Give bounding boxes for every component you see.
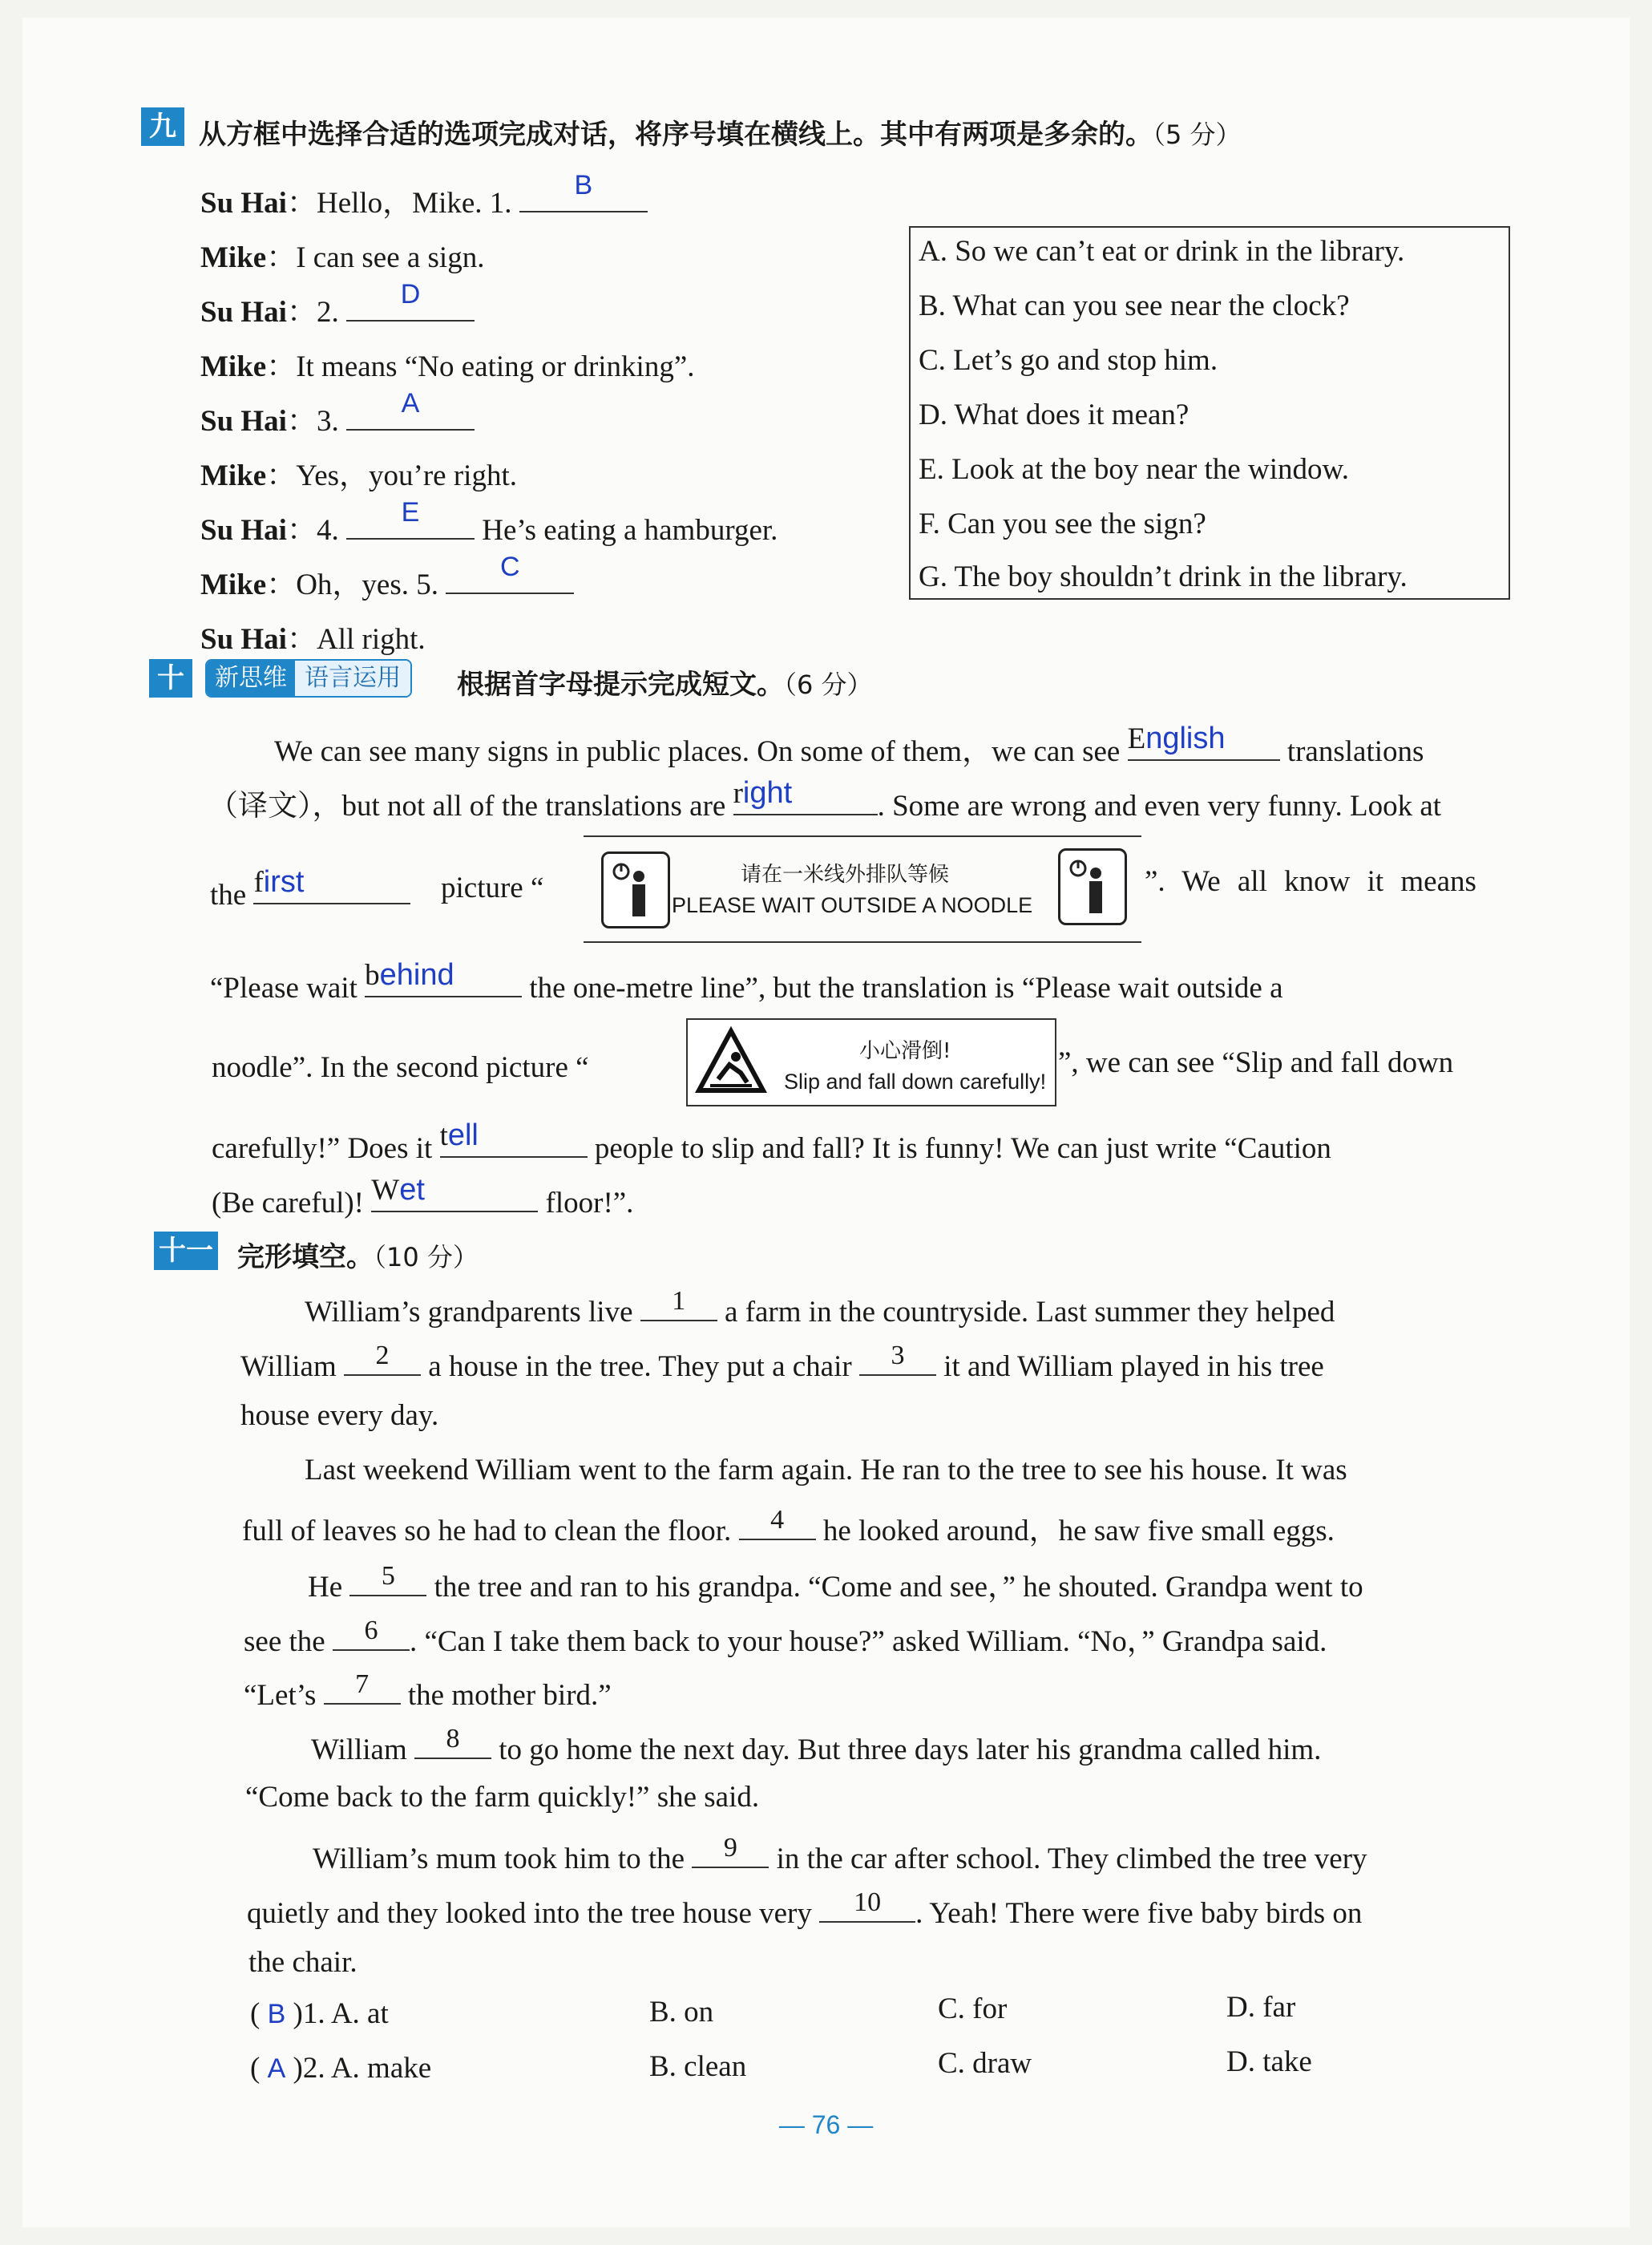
dialogue-line-7: Su Hai：4. E He’s eating a hamburger. — [200, 497, 778, 547]
question-1-option-c[interactable]: C. for — [938, 1992, 1008, 2025]
cloze-line-1: William’s grandparents live 1 a farm in the countryside. Last summer they helped — [305, 1286, 1335, 1329]
option-a: A. So we can’t eat or drink in the library. — [919, 235, 1405, 268]
cloze-line-6: He 5 the tree and ran to his grandpa. “Come and see，” he shouted. Grandpa went to — [308, 1561, 1363, 1604]
answer-blank-2[interactable]: D — [346, 288, 475, 322]
dialogue-line-2: Mike：I can see a sign. — [200, 241, 485, 274]
question-1-bracket: ( B )1. A. at — [250, 1997, 389, 2030]
cloze-blank-1[interactable]: 1 — [640, 1288, 717, 1321]
cloze-line-10: “Come back to the farm quickly!” she said. — [245, 1781, 760, 1814]
section10-title: 根据首字母提示完成短文。（6 分） — [457, 669, 873, 701]
sign2-english: Slip and fall down carefully! — [784, 1070, 1047, 1094]
cloze-line-3: house every day. — [240, 1399, 439, 1432]
section10-tag: 新思维 语言运用 — [205, 659, 412, 698]
section10-number: 十 — [149, 659, 192, 698]
passage-line-2: （译文），but not all of the translations are right . Some are wrong and even very funny. Look at — [208, 776, 1442, 823]
answer-blank-4[interactable]: E — [346, 506, 475, 540]
cloze-line-7: see the 6 . “Can I take them back to your house?” asked William. “No，” Grandpa said. — [244, 1616, 1327, 1658]
dialogue-line-1: Su Hai：Hello，Mike. 1. B — [200, 178, 648, 221]
question-2-option-b[interactable]: B. clean — [649, 2050, 747, 2083]
section11-number: 十一 — [154, 1232, 218, 1270]
question-2-option-c[interactable]: C. draw — [938, 2047, 1032, 2080]
cloze-line-9: William 8 to go home the next day. But three days later his grandma called him. — [311, 1724, 1322, 1766]
answer-blank-1[interactable]: B — [519, 179, 648, 212]
option-e: E. Look at the boy near the window. — [919, 453, 1350, 486]
cloze-line-5: full of leaves so he had to clean the floor. 4 he looked around，he saw five small eggs. — [242, 1505, 1335, 1547]
passage-blank-5[interactable]: tell — [440, 1124, 588, 1158]
passage-line-3c: ”. We all know it means — [1145, 865, 1476, 898]
sign1-english: PLEASE WAIT OUTSIDE A NOODLE — [672, 893, 1033, 917]
page-number: — 76 — — [778, 2110, 874, 2139]
passage-line-3a: the first — [210, 871, 410, 912]
dialogue-line-5: Su Hai：3. A — [200, 396, 475, 439]
person-queue-icon — [1058, 848, 1127, 925]
cloze-blank-6[interactable]: 6 — [333, 1617, 410, 1651]
section9-title: 从方框中选择合适的选项完成对话，将序号填在横线上。其中有两项是多余的。（5 分） — [199, 119, 1242, 151]
passage-blank-1[interactable]: English — [1128, 727, 1280, 761]
passage-line-6: carefully!” Does it tell people to slip and fall? It is funny! We can just write “Caution — [212, 1118, 1331, 1165]
passage-line-4: “Please wait behind the one-metre line”, but the translation is “Please wait outside a — [210, 958, 1283, 1005]
dialogue-line-8: Mike：Oh，yes. 5. C — [200, 560, 574, 603]
dialogue-line-6: Mike：Yes，you’re right. — [200, 459, 517, 492]
option-f: F. Can you see the sign? — [919, 508, 1206, 540]
workbook-page — [22, 18, 1630, 2227]
question-2-answer[interactable]: A — [267, 2053, 286, 2084]
question-1-option-b[interactable]: B. on — [649, 1996, 714, 2029]
caution-slip-icon — [694, 1026, 768, 1101]
cloze-line-4: Last weekend William went to the farm again. He ran to the tree to see his house. It was — [305, 1454, 1347, 1487]
question-2-option-d[interactable]: D. take — [1226, 2045, 1312, 2078]
person-queue-icon — [601, 851, 670, 928]
cloze-line-11: William’s mum took him to the 9 in the car after school. They climbed the tree very — [313, 1833, 1367, 1875]
cloze-line-13: the chair. — [248, 1946, 357, 1979]
cloze-blank-4[interactable]: 4 — [739, 1507, 816, 1540]
option-c: C. Let’s go and stop him. — [919, 344, 1218, 377]
dialogue-line-4: Mike：It means “No eating or drinking”. — [200, 350, 695, 383]
option-b: B. What can you see near the clock? — [919, 289, 1350, 322]
cloze-line-2: William 2 a house in the tree. They put a chair 3 it and William played in his tree — [240, 1341, 1324, 1383]
passage-blank-2[interactable]: right — [733, 782, 878, 815]
question-1-option-d[interactable]: D. far — [1226, 1991, 1296, 2024]
section9-number: 九 — [141, 107, 184, 146]
passage-line-5a: noodle”. In the second picture “ — [212, 1051, 589, 1084]
passage-blank-3[interactable]: first — [253, 871, 410, 904]
dialogue-line-9: Su Hai：All right. — [200, 623, 426, 656]
passage-blank-6[interactable]: Wet — [371, 1179, 538, 1212]
cloze-line-8: “Let’s 7 the mother bird.” — [244, 1669, 612, 1712]
dialogue-line-3: Su Hai：2. D — [200, 287, 475, 330]
question-2-bracket: ( A )2. A. make — [250, 2052, 432, 2085]
sign-slip-picture — [686, 1018, 1056, 1106]
cloze-line-12: quietly and they looked into the tree house very 10 . Yeah! There were five baby birds on — [247, 1887, 1363, 1930]
cloze-blank-7[interactable]: 7 — [324, 1671, 401, 1705]
passage-blank-4[interactable]: behind — [365, 964, 522, 997]
passage-line-5b: ”, we can see “Slip and fall down — [1058, 1046, 1454, 1079]
passage-line-3b: picture “ — [441, 872, 544, 904]
section11-title: 完形填空。（10 分） — [237, 1241, 479, 1273]
cloze-blank-5[interactable]: 5 — [349, 1563, 426, 1596]
cloze-blank-3[interactable]: 3 — [859, 1342, 936, 1376]
passage-line-7: (Be careful)! Wet floor!”. — [212, 1173, 634, 1220]
sign1-chinese: 请在一米线外排队等候 — [741, 863, 950, 887]
sign-queue-picture — [584, 835, 1141, 943]
option-g: G. The boy shouldn’t drink in the library. — [919, 560, 1408, 593]
passage-line-1: We can see many signs in public places. On some of them，we can see English translations — [274, 722, 1424, 768]
cloze-blank-9[interactable]: 9 — [692, 1834, 769, 1868]
option-d: D. What does it mean? — [919, 398, 1190, 431]
cloze-blank-2[interactable]: 2 — [344, 1342, 421, 1376]
options-box — [909, 226, 1510, 600]
cloze-blank-8[interactable]: 8 — [414, 1725, 491, 1759]
cloze-blank-10[interactable]: 10 — [819, 1889, 915, 1923]
answer-blank-5[interactable]: C — [446, 560, 574, 594]
answer-blank-3[interactable]: A — [346, 397, 475, 431]
question-1-answer[interactable]: B — [267, 1999, 286, 2029]
sign2-chinese: 小心滑倒! — [859, 1039, 951, 1063]
